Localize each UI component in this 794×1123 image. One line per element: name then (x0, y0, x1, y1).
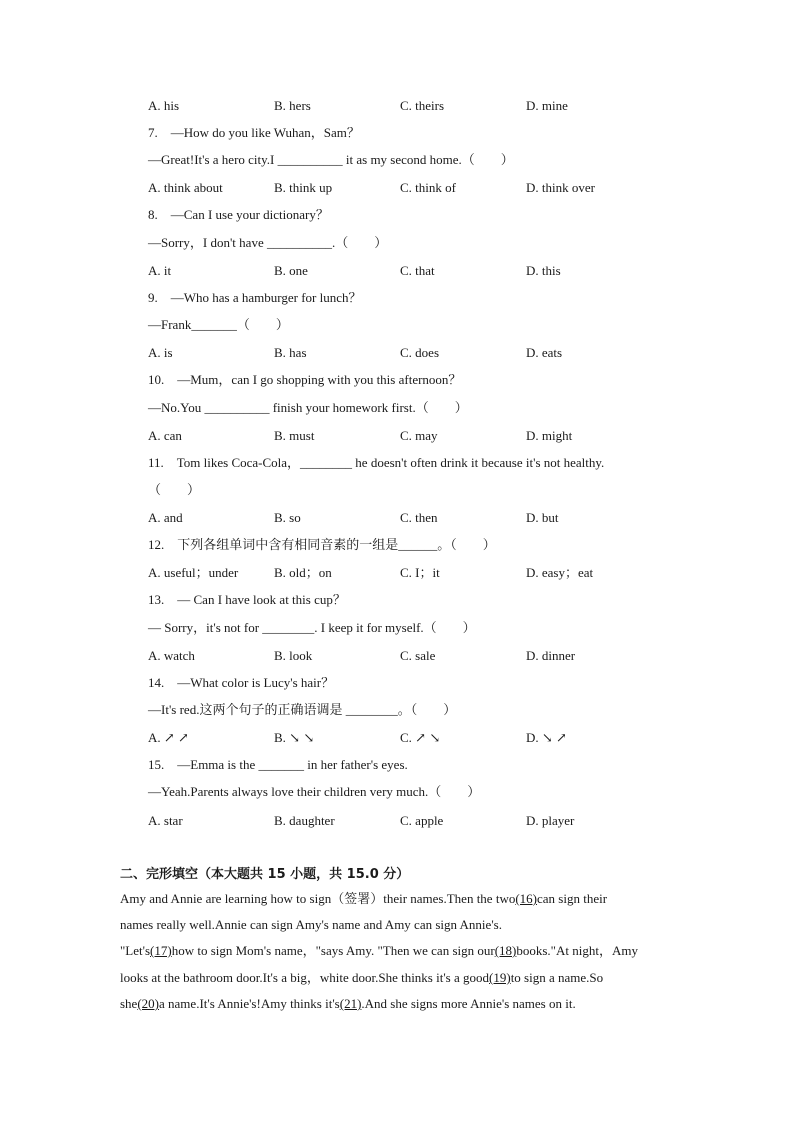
q10-option-b[interactable]: B. must (274, 428, 315, 443)
q13-option-a[interactable]: A. watch (148, 648, 195, 663)
blank-19[interactable]: (19) (489, 970, 511, 985)
q15-question: 15. —Emma is the _______ in her father's eyes. (148, 757, 408, 772)
q15-option-a[interactable]: A. star (148, 813, 183, 828)
q8-option-c[interactable]: C. that (400, 263, 435, 278)
passage-line-5 (120, 996, 690, 1012)
q8-option-b[interactable]: B. one (274, 263, 308, 278)
q12-option-b[interactable]: B. old；on (274, 565, 332, 580)
q11-option-b[interactable]: B. so (274, 510, 301, 525)
q11-option-d[interactable]: D. but (526, 510, 559, 525)
q7-option-d[interactable]: D. think over (526, 180, 595, 195)
passage-line-3 (120, 943, 690, 959)
q15-response: —Yeah.Parents always love their children very much.（ ） (148, 784, 481, 799)
q14-response: —It's red.这两个句子的正确语调是 ________。（ ） (148, 702, 457, 717)
q12-options (148, 565, 708, 581)
q8-option-a[interactable]: A. it (148, 263, 172, 278)
q7-options (148, 180, 708, 196)
q6-option-b[interactable]: B. hers (274, 98, 311, 113)
q9-option-d[interactable]: D. eats (526, 345, 563, 360)
passage-text: can sign their (537, 891, 608, 906)
passage-text: how to sign Mom's name，"says Amy. "Then we can sign our (171, 943, 495, 958)
blank-16[interactable]: (16) (515, 891, 538, 906)
passage-text: "Let's (120, 943, 151, 958)
q14-option-a[interactable]: A. ↗ ↗ (148, 730, 189, 745)
passage-text: names really well.Annie can sign Amy's name and Amy can sign Annie's. (120, 917, 502, 932)
q13-response: — Sorry，it's not for ________. I keep it for myself.（ ） (148, 620, 476, 635)
q9-question: 9. —Who has a hamburger for lunch？ (148, 290, 362, 305)
q8-options (148, 263, 708, 279)
q8-option-d[interactable]: D. this (526, 263, 561, 278)
q11-answer-bracket: （ ） (148, 482, 201, 497)
q8-response: —Sorry，I don't have __________.（ ） (148, 235, 388, 250)
q13-option-d[interactable]: D. dinner (526, 648, 576, 663)
q14-question: 14. —What color is Lucy's hair？ (148, 675, 335, 690)
blank-21[interactable]: (21) (339, 996, 362, 1011)
passage-text: looks at the bathroom door.It's a big，white door.She thinks it's a good (120, 970, 490, 985)
q9-response: —Frank_______（ ） (148, 317, 289, 332)
q11-option-c[interactable]: C. then (400, 510, 438, 525)
q13-option-c[interactable]: C. sale (400, 648, 436, 663)
blank-17[interactable]: (17) (150, 943, 172, 958)
blank-18[interactable]: (18) (494, 943, 517, 958)
q15-option-b[interactable]: B. daughter (274, 813, 335, 828)
q7-question: 7. —How do you like Wuhan，Sam？ (148, 125, 360, 140)
q7-option-c[interactable]: C. think of (400, 180, 456, 195)
q9-options (148, 345, 708, 361)
passage-text: .And she signs more Annie's names on it. (361, 996, 576, 1011)
q6-option-d[interactable]: D. mine (526, 98, 568, 113)
q9-option-b[interactable]: B. has (274, 345, 307, 360)
q15-option-d[interactable]: D. player (526, 813, 575, 828)
passage-text: a name.It's Annie's!Amy thinks it's (159, 996, 340, 1011)
q11-question: 11. Tom likes Coca-Cola，________ he doesn't often drink it because it's not healthy. (148, 455, 605, 470)
q8-question: 8. —Can I use your dictionary？ (148, 207, 329, 222)
q15-option-c[interactable]: C. apple (400, 813, 444, 828)
q7-option-a[interactable]: A. think about (148, 180, 223, 195)
passage-text: books."At night，Amy (516, 943, 638, 958)
q10-response: —No.You __________ finish your homework first.（ ） (148, 400, 468, 415)
q12-option-a[interactable]: A. useful；under (148, 565, 239, 580)
q14-options (148, 730, 708, 746)
q6-options (148, 98, 708, 114)
q13-options (148, 648, 708, 664)
q12-option-d[interactable]: D. easy；eat (526, 565, 594, 580)
q9-option-c[interactable]: C. does (400, 345, 439, 360)
q12-question: 12. 下列各组单词中含有相同音素的一组是______。（ ） (148, 537, 496, 552)
q10-option-a[interactable]: A. can (148, 428, 182, 443)
q13-question: 13. — Can I have look at this cup？ (148, 592, 346, 607)
q14-option-c[interactable]: C. ↗ ↘ (400, 730, 441, 745)
q10-options (148, 428, 708, 444)
passage-text: Amy and Annie are learning how to sign（签署）their names.Then the two (120, 891, 516, 906)
q9-option-a[interactable]: A. is (148, 345, 173, 360)
q10-question: 10. —Mum，can I go shopping with you this afternoon？ (148, 372, 462, 387)
section-heading: 二、完形填空（本大题共 15 小题，共 15.0 分） (120, 867, 410, 882)
blank-20[interactable]: (20) (137, 996, 160, 1011)
q14-option-d[interactable]: D. ↘ ↗ (526, 730, 567, 745)
q7-option-b[interactable]: B. think up (274, 180, 333, 195)
q7-response: —Great!It's a hero city.I __________ it as my second home.（ ） (148, 152, 514, 167)
q10-option-d[interactable]: D. might (526, 428, 573, 443)
q6-option-c[interactable]: C. theirs (400, 98, 445, 113)
q13-option-b[interactable]: B. look (274, 648, 313, 663)
q11-option-a[interactable]: A. and (148, 510, 183, 525)
q10-option-c[interactable]: C. may (400, 428, 438, 443)
q14-option-b[interactable]: B. ↘ ↘ (274, 730, 315, 745)
passage-text: she (120, 996, 138, 1011)
passage-line-1 (120, 891, 690, 907)
passage-line-4 (120, 970, 690, 986)
passage-line-2 (120, 917, 690, 933)
passage-text: to sign a name.So (510, 970, 604, 985)
q6-option-a[interactable]: A. his (148, 98, 180, 113)
q11-options (148, 510, 708, 526)
q15-options (148, 813, 708, 829)
q12-option-c[interactable]: C. I；it (400, 565, 440, 580)
